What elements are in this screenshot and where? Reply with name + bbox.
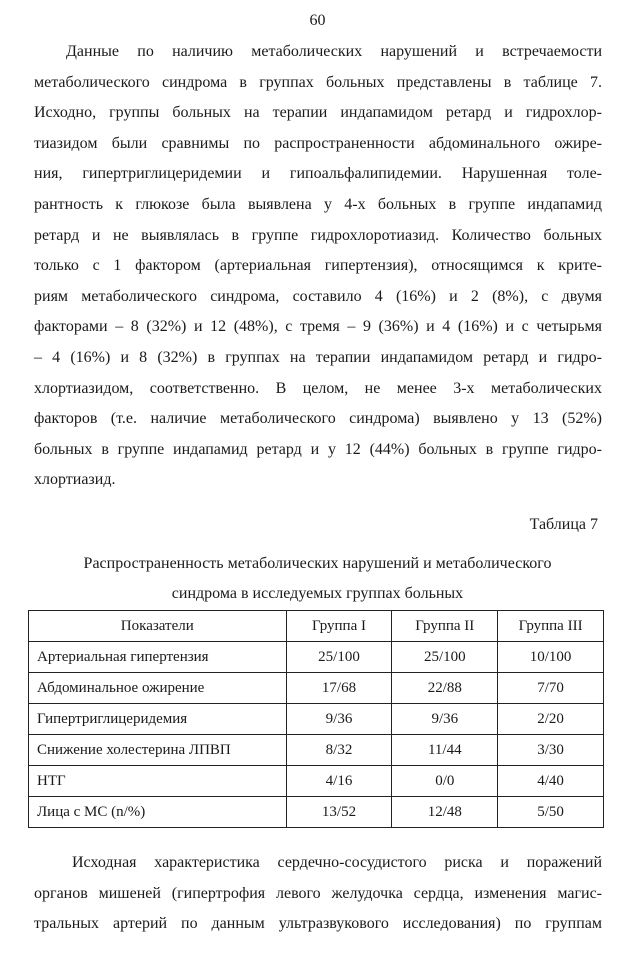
paragraph1-line: ретард и не выявлялась в группе гидрохлоротиазид. Количество больных bbox=[34, 226, 602, 244]
paragraph1-line: ния, гипертриглицеридемии и гипоальфалипидемии. Нарушенная толе- bbox=[34, 165, 602, 183]
paragraph-cardiovascular-risk bbox=[34, 848, 602, 940]
group-2-cell: 22/88 bbox=[392, 673, 498, 704]
table-title-line-2: синдрома в исследуемых группах больных bbox=[171, 585, 464, 602]
table-caption: Таблица 7 bbox=[529, 516, 598, 533]
paragraph1-line: только с 1 фактором (артериальная гипертензия), относящимся к крите- bbox=[34, 257, 602, 275]
row-label-cell: Лица с МС (n/%) bbox=[29, 797, 287, 828]
row-label-cell: Гипертриглицеридемия bbox=[29, 704, 287, 735]
group-2-cell: 25/100 bbox=[392, 642, 498, 673]
group-1-cell: 8/32 bbox=[286, 735, 392, 766]
table-title-line-1: Распространенность метаболических нарушений и метаболического bbox=[83, 555, 552, 572]
table-row bbox=[29, 642, 604, 673]
row-label-cell: НТГ bbox=[29, 766, 287, 797]
group-1-cell: 13/52 bbox=[286, 797, 392, 828]
table-row bbox=[29, 735, 604, 766]
group-3-cell: 4/40 bbox=[498, 766, 604, 797]
group-1-cell: 4/16 bbox=[286, 766, 392, 797]
metabolic-disorders-table bbox=[28, 610, 604, 828]
paragraph1-line: хлортиазид. bbox=[34, 471, 116, 489]
row-label-cell: Абдоминальное ожирение bbox=[29, 673, 287, 704]
group-3-cell: 7/70 bbox=[498, 673, 604, 704]
table-row bbox=[29, 797, 604, 828]
group-1-cell: 9/36 bbox=[286, 704, 392, 735]
paragraph1-line: метаболического синдрома в группах больных представлены в таблице 7. bbox=[34, 73, 602, 91]
paragraph2-line: тральных артерий по данным ультразвукового исследования) по группам bbox=[34, 915, 602, 933]
group-2-cell: 12/48 bbox=[392, 797, 498, 828]
header-group-3: Группа III bbox=[498, 611, 604, 642]
row-label-cell: Артериальная гипертензия bbox=[29, 642, 287, 673]
header-indicators: Показатели bbox=[29, 611, 287, 642]
paragraph1-line: рантность к глюкозе была выявлена у 4-х больных в группе индапамид bbox=[34, 195, 602, 213]
paragraph1-line: факторами – 8 (32%) и 12 (48%), с тремя – 9 (36%) и 4 (16%) и с четырьмя bbox=[34, 318, 602, 336]
table-row bbox=[29, 766, 604, 797]
group-2-cell: 11/44 bbox=[392, 735, 498, 766]
group-3-cell: 2/20 bbox=[498, 704, 604, 735]
group-1-cell: 25/100 bbox=[286, 642, 392, 673]
table-title bbox=[0, 549, 635, 609]
header-group-1: Группа I bbox=[286, 611, 392, 642]
header-group-2: Группа II bbox=[392, 611, 498, 642]
paragraph-metabolic-disorders bbox=[34, 37, 602, 496]
group-2-cell: 9/36 bbox=[392, 704, 498, 735]
paragraph2-line: органов мишеней (гипертрофия левого желудочка сердца, изменения магис- bbox=[34, 884, 602, 902]
table-header-row bbox=[29, 611, 604, 642]
page-number: 60 bbox=[309, 12, 326, 29]
group-3-cell: 5/50 bbox=[498, 797, 604, 828]
paragraph1-line: факторов (т.е. наличие метаболического синдрома) выявлено у 13 (52%) bbox=[34, 410, 602, 428]
paragraph1-line: Исходно, группы больных на терапии индапамидом ретард и гидрохлор- bbox=[34, 104, 602, 122]
paragraph1-line: риям метаболического синдрома, составило 4 (16%) и 2 (8%), с двумя bbox=[34, 287, 602, 305]
paragraph1-line: Данные по наличию метаболических нарушений и встречаемости bbox=[66, 43, 602, 60]
paragraph1-line: больных в группе индапамид ретард и у 12 (44%) больных в группе гидро- bbox=[34, 440, 602, 458]
paragraph1-line: хлортиазидом, соответственно. В целом, не менее 3-х метаболических bbox=[34, 379, 602, 397]
table-row bbox=[29, 673, 604, 704]
group-3-cell: 10/100 bbox=[498, 642, 604, 673]
group-2-cell: 0/0 bbox=[392, 766, 498, 797]
paragraph2-line: Исходная характеристика сердечно-сосудистого риска и поражений bbox=[72, 854, 602, 871]
row-label-cell: Снижение холестерина ЛПВП bbox=[29, 735, 287, 766]
paragraph1-line: – 4 (16%) и 8 (32%) в группах на терапии индапамидом ретард и гидро- bbox=[34, 348, 602, 366]
group-1-cell: 17/68 bbox=[286, 673, 392, 704]
paragraph1-line: тиазидом были сравнимы по распространенности абдоминального ожире- bbox=[34, 134, 602, 152]
table-row bbox=[29, 704, 604, 735]
group-3-cell: 3/30 bbox=[498, 735, 604, 766]
